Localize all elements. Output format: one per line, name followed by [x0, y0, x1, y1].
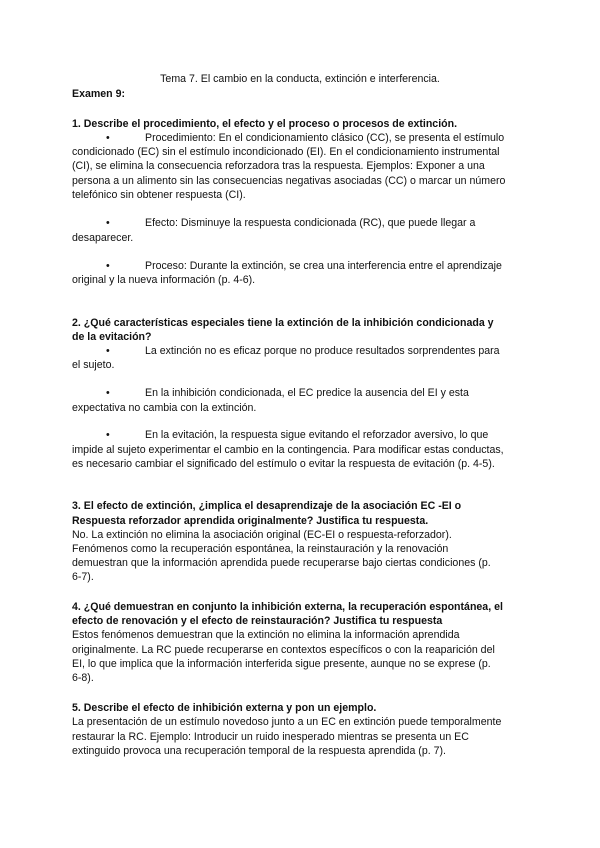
q2-b3-line: En la evitación, la respuesta sigue evitando el reforzador aversivo, lo que [145, 429, 489, 441]
q4-body-line: EI, lo que implica que la información interferida sigue presente, aunque no se exprese (p. [72, 658, 491, 670]
q2-heading: de la evitación? [72, 331, 152, 343]
q1-b1-line: telefónico sin obtener respuesta (CI). [72, 189, 246, 201]
q5-body-line: extinguido provoca una recuperación temporal de la respuesta aprendida (p. 7). [72, 745, 446, 757]
q2-b1-line: La extinción no es eficaz porque no produce resultados sorprendentes para [145, 345, 500, 357]
document-title: Tema 7. El cambio en la conducta, extinción e interferencia. [160, 73, 440, 85]
bullet-marker: • [106, 260, 110, 272]
q2-b3-line: es necesario cambiar el significado del estímulo o evitar la respuesta de evitación (p. 4-5). [72, 458, 495, 470]
q3-heading: Respuesta reforzador aprendida originalmente? Justifica tu respuesta. [72, 515, 429, 527]
q4-heading: 4. ¿Qué demuestran en conjunto la inhibición externa, la recuperación espontánea, el [72, 601, 503, 613]
bullet-marker: • [106, 387, 110, 399]
q1-b1-line: (CI), se elimina la consecuencia reforzadora tras la respuesta. Ejemplos: Exponer a una [72, 160, 485, 172]
q1-b3-line: original y la nueva información (p. 4-6). [72, 274, 256, 286]
q2-b2-line: En la inhibición condicionada, el EC predice la ausencia del EI y esta [145, 387, 469, 399]
q5-heading: 5. Describe el efecto de inhibición externa y pon un ejemplo. [72, 702, 377, 714]
q3-heading: 3. El efecto de extinción, ¿implica el desaprendizaje de la asociación EC -EI o [72, 500, 462, 512]
q1-b1-line: condicionado (EC) sin el estímulo incondicionado (EI). En el condicionamiento instrumental [72, 146, 500, 158]
q3-body-line: No. La extinción no elimina la asociación original (EC-EI o respuesta-reforzador). [72, 529, 452, 541]
q1-heading: 1. Describe el procedimiento, el efecto y el proceso o procesos de extinción. [72, 118, 458, 130]
q1-b3-line: Proceso: Durante la extinción, se crea una interferencia entre el aprendizaje [145, 260, 502, 272]
q1-b1-line: persona a un alimento sin las consecuencias negativas asociadas (CC) o marcar un número [72, 175, 506, 187]
q2-b2-line: expectativa no cambia con la extinción. [72, 402, 257, 414]
bullet-marker: • [106, 132, 110, 144]
q4-body-line: originalmente. La RC puede recuperarse en contextos específicos o con la reaparición del [72, 644, 495, 656]
q4-heading: efecto de renovación y el efecto de reinstauración? Justifica tu respuesta [72, 615, 443, 627]
q5-body-line: La presentación de un estímulo novedoso junto a un EC en extinción puede temporalmente [72, 716, 502, 728]
q2-b3-line: impide al sujeto experimentar el cambio en la contingencia. Para modificar estas conductas, [72, 444, 504, 456]
q3-body-line: 6-7). [72, 571, 94, 583]
q4-body-line: Estos fenómenos demuestran que la extinción no elimina la información aprendida [72, 629, 460, 641]
q4-body-line: 6-8). [72, 672, 94, 684]
bullet-marker: • [106, 345, 110, 357]
q2-heading: 2. ¿Qué características especiales tiene la extinción de la inhibición condicionada y [72, 317, 494, 329]
q3-body-line: Fenómenos como la recuperación espontánea, la reinstauración y la renovación [72, 543, 449, 555]
q1-b2-line: Efecto: Disminuye la respuesta condicionada (RC), que puede llegar a [145, 217, 476, 229]
q1-b2-line: desaparecer. [72, 232, 134, 244]
q3-body-line: demuestran que la información aprendida puede recuperarse bajo ciertas condiciones (p. [72, 557, 491, 569]
q2-b1-line: el sujeto. [72, 359, 115, 371]
q1-b1-line: Procedimiento: En el condicionamiento clásico (CC), se presenta el estímulo [145, 132, 505, 144]
bullet-marker: • [106, 217, 110, 229]
bullet-marker: • [106, 429, 110, 441]
exam-label: Examen 9: [72, 88, 125, 100]
q5-body-line: restaurar la RC. Ejemplo: Introducir un ruido inesperado mientras se presenta un EC [72, 731, 469, 743]
